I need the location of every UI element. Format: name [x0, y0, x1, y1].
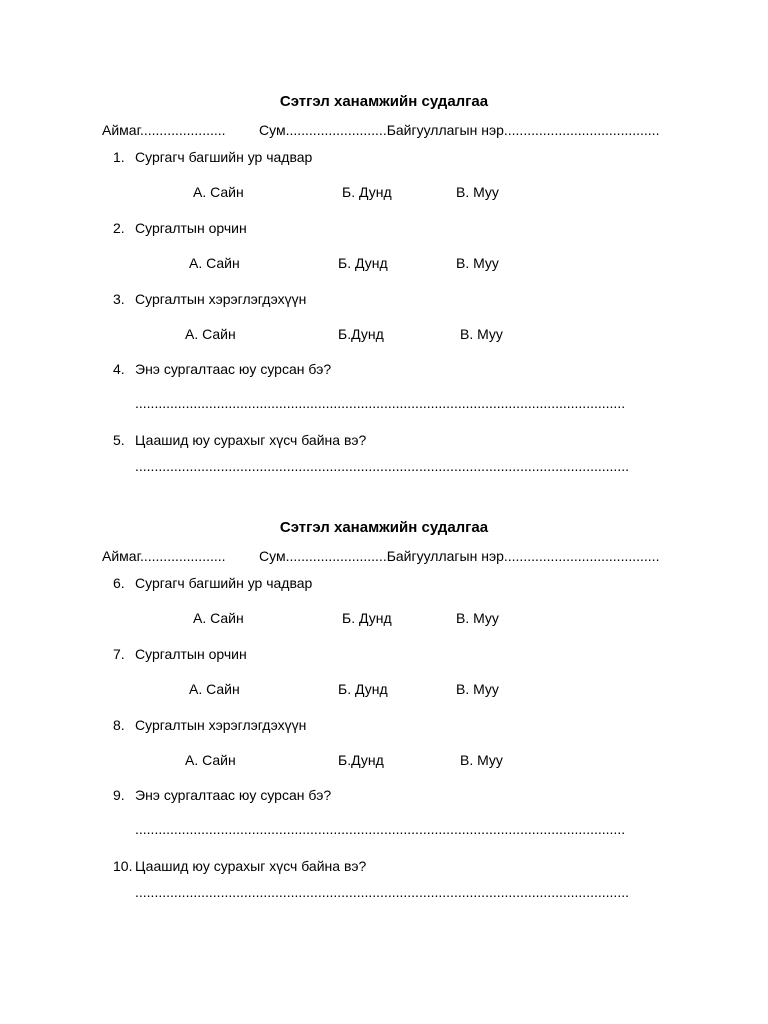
option-a: А. Сайн [189, 255, 240, 271]
question-text: Сургагч багшийн ур чадвар [135, 575, 313, 591]
question-number: 9. [113, 787, 125, 803]
option-b: Б.Дунд [338, 326, 384, 342]
question-text: Сургалтын хэрэглэгдэхүүн [135, 291, 307, 307]
question-number: 1. [113, 149, 125, 165]
question-text: Энэ сургалтаас юу сурсан бэ? [135, 361, 332, 377]
option-b: Б.Дунд [338, 752, 384, 768]
option-c: В. Муу [460, 326, 503, 342]
question-text: Цаашид юу сурахыг хүсч байна вэ? [135, 858, 367, 874]
question-number: 7. [113, 646, 125, 662]
answer-line: ............................................................................................................................... [135, 884, 629, 900]
sum-organization-field: Сум..........................Байгууллагын нэр........................................ [259, 122, 660, 138]
question-text: Сургалтын хэрэглэгдэхүүн [135, 717, 307, 733]
survey-title: Сэтгэл ханамжийн судалгаа [279, 519, 489, 536]
question-number: 10. [113, 858, 133, 874]
question-number: 8. [113, 717, 125, 733]
question-text: Цаашид юу сурахыг хүсч байна вэ? [135, 432, 367, 448]
option-a: А. Сайн [193, 184, 244, 200]
question-number: 4. [113, 361, 125, 377]
survey-title: Сэтгэл ханамжийн судалгаа [279, 93, 489, 110]
option-c: В. Муу [456, 610, 499, 626]
option-a: А. Сайн [193, 610, 244, 626]
question-number: 2. [113, 220, 125, 236]
option-c: В. Муу [456, 681, 499, 697]
question-number: 5. [113, 432, 125, 448]
option-b: Б. Дунд [342, 610, 392, 626]
option-b: Б. Дунд [338, 255, 388, 271]
option-a: А. Сайн [185, 326, 236, 342]
option-a: А. Сайн [189, 681, 240, 697]
question-number: 6. [113, 575, 125, 591]
option-c: В. Муу [456, 184, 499, 200]
answer-line: ............................................................................................................................... [135, 458, 629, 474]
question-number: 3. [113, 291, 125, 307]
question-text: Сургалтын орчин [135, 220, 247, 236]
survey-section [0, 426, 768, 900]
answer-line: .............................................................................................................................. [135, 821, 626, 837]
question-text: Энэ сургалтаас юу сурсан бэ? [135, 787, 332, 803]
question-text: Сургагч багшийн ур чадвар [135, 149, 313, 165]
answer-line: .............................................................................................................................. [135, 395, 626, 411]
aimag-field: Аймаг...................... [102, 548, 226, 564]
option-c: В. Муу [460, 752, 503, 768]
aimag-field: Аймаг...................... [102, 122, 226, 138]
option-b: Б. Дунд [342, 184, 392, 200]
question-text: Сургалтын орчин [135, 646, 247, 662]
sum-organization-field: Сум..........................Байгууллагын нэр........................................ [259, 548, 660, 564]
option-b: Б. Дунд [338, 681, 388, 697]
option-c: В. Муу [456, 255, 499, 271]
option-a: А. Сайн [185, 752, 236, 768]
survey-section [0, 0, 768, 474]
